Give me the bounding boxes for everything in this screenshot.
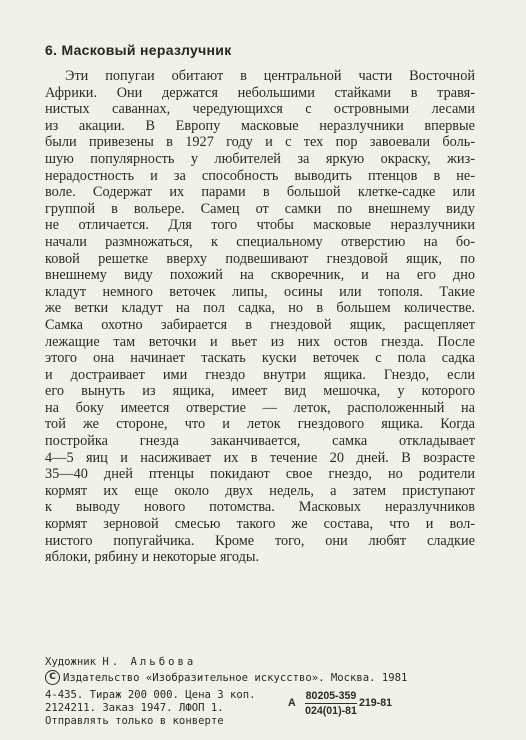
article-line: 35—40 дней птенцы покидают свое гнездо, но родители: [45, 466, 475, 483]
article-line: Африки. Они держатся небольшими стайками в травя-: [45, 84, 475, 101]
article-line: лежащие там веточки и вьет из них остов гнезда. После: [45, 333, 475, 350]
article-line: были привезены в 1927 году и с тех пор завоевали боль-: [45, 134, 475, 151]
article-line: же ветки кладут на пол садка, но в большем количестве.: [45, 300, 475, 317]
article-line: 4—5 яиц и насиживает их в течение 20 дней. В возрасте: [45, 449, 475, 466]
article-line: постройка гнезда заканчивается, самка откладывает: [45, 433, 475, 450]
article-line: группой в вольере. Самец от самки по внешнему виду: [45, 200, 475, 217]
article-line: этого она начинает таскать куски веточек с пола садка: [45, 350, 475, 367]
article-line: внешнему виду похожий на скворечник, и на его дно: [45, 267, 475, 284]
article-title: 6. Масковый неразлучник: [45, 42, 232, 58]
article-line: и достраивает ими гнездо внутри ящика. Гнездо, если: [45, 366, 475, 383]
artist-label: Художник: [45, 656, 97, 668]
article-line: к выводу нового потомства. Масковых неразлучников: [45, 499, 475, 516]
publisher-text: Издательство «Изобразительное искусство». Москва. 1981: [63, 671, 408, 684]
article-line: воле. Содержат их парами в большой клетке-садке или: [45, 184, 475, 201]
artist-name: Н. Альбова: [102, 656, 197, 668]
article-line: не отличается. Для того чтобы масковые неразлучники: [45, 217, 475, 234]
catalog-code-denominator: 024(01)-81: [305, 705, 357, 717]
copyright-icon: C: [45, 670, 60, 685]
catalog-code-fraction: [305, 690, 357, 717]
article-line: шую популярность у любителей за яркую окраску, жиз-: [45, 150, 475, 167]
article-line: нистого попугайчика. Кроме того, они любят сладкие: [45, 532, 475, 549]
catalog-code-letter: А: [288, 697, 296, 709]
catalog-code-numerator: 80205-359: [305, 690, 357, 702]
article-line: из акации. В Европу масковые неразлучники впервые: [45, 117, 475, 134]
publisher-line: [45, 670, 407, 685]
print-info-line-1: 4-435. Тираж 200 000. Цена 3 коп.: [45, 689, 256, 701]
article-line: его вынуть из ящика, имеет вид мешочка, у которого: [45, 383, 475, 400]
article-line: кладут немного веточек липы, осины или тополя. Такие: [45, 283, 475, 300]
article-line: кормят их еще около двух недель, а затем приступают: [45, 482, 475, 499]
article-line: нистых саваннах, чередующихся с островными лесами: [45, 101, 475, 118]
article-line: Эти попугаи обитают в центральной части Восточной: [65, 68, 475, 84]
catalog-code-suffix: 219-81: [359, 697, 392, 709]
mailing-note: Отправлять только в конверте: [45, 715, 224, 727]
print-info-line-2: 2124211. Заказ 1947. ЛФОП 1.: [45, 702, 224, 714]
article-line: начали размножаться, к специальному отверстию на бо-: [45, 233, 475, 250]
article-line: Самка охотно забирается в гнездовой ящик, расщепляет: [45, 316, 475, 333]
article-line: яблоки, рябину и некоторые ягоды.: [45, 549, 260, 566]
artist-credit: [45, 656, 196, 668]
article-line: ковой решетке вверху подвешивают гнездовой ящик, по: [45, 250, 475, 267]
article-line: на боку имеется отверстие — леток, расположенный на: [45, 399, 475, 416]
article-body: [45, 68, 475, 566]
article-line: нерадостность и за способность выводить птенцов в не-: [45, 167, 475, 184]
article-line: кормят зерновой смесью такого же состава, что и вол-: [45, 516, 475, 533]
article-line: той же стороне, что и леток гнездового ящика. Когда: [45, 416, 475, 433]
